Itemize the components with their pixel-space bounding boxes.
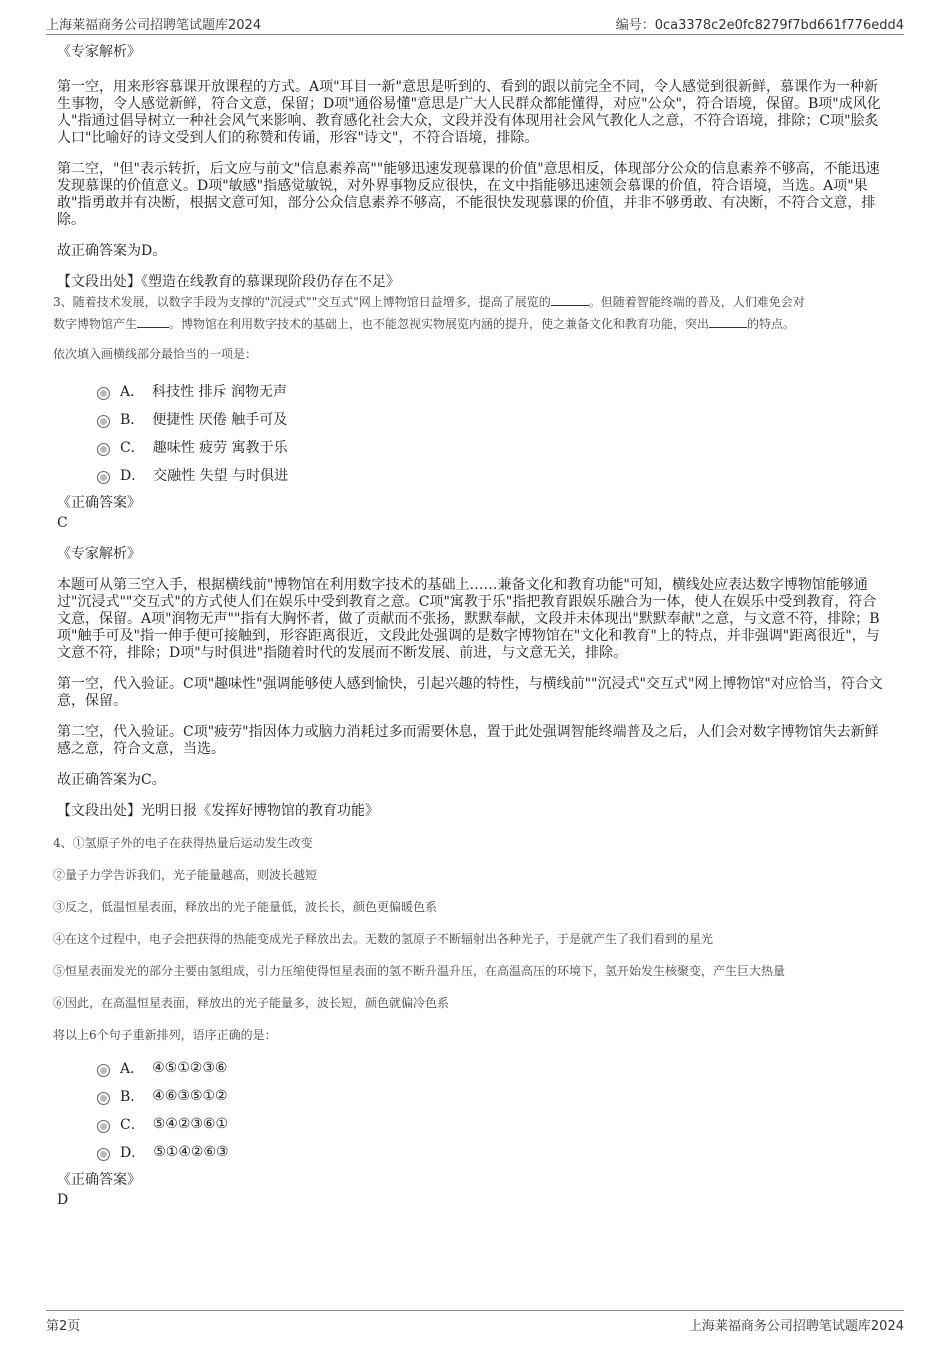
header-title: 上海莱福商务公司招聘笔试题库2024 <box>46 18 262 33</box>
option-a[interactable]: A． ④⑤①②③⑥ <box>97 1054 890 1082</box>
radio-button[interactable] <box>97 387 110 400</box>
analysis-paragraph: 第二空，代入验证。C项"疲劳"指因体力或脑力消耗过多而需要休息，置于此处强调智能终端普及之后，人们会对数字博物馆失去新鲜感之意，符合文意，当选。 <box>57 724 879 757</box>
option-list <box>97 377 890 489</box>
option-c[interactable]: C． ⑤④②③⑥① <box>97 1110 890 1138</box>
question-stem: 3、随着技术发展，以数字手段为支撑的"沉浸式""交互式"网上博物馆日益增多，提高了展览的 。但随着智能终端的普及，人们难免会对 数字博物馆产生 。博物馆在利用数字技术的基础上，也不能忽视实物展览内涵的提升，使之兼备文化和教育功能，突出 的特点。 <box>53 295 805 331</box>
radio-button[interactable] <box>97 471 110 484</box>
analysis-paragraph: 本题可从第三空入手，根据横线前"博物馆在利用数字技术的基础上……兼备文化和教育功能"可知，横线处应表达数字博物馆能够通过"沉浸式""交互式"的方式使人们在娱乐中受到教育之意。C项"寓教于乐"指把教育跟娱乐融合为一体，使人在娱乐中受到教育，符合文意，保留。A项"润物无声""指有大胸怀者，做了贡献而不张扬，默默奉献，文段并未体现出"默默奉献"之意，与文意不符，排除；B项"触手可及"指一伸手便可接触到，形容距离很近，文段此处强调的是数字博物馆在"文化和教育"上的特点，并非强调"距离很近"，与文意不符，排除；D项"与时俱进"指随着时代的发展而不断发展、前进，与文意无关，排除。 <box>57 577 880 661</box>
radio-button[interactable] <box>97 1148 110 1161</box>
page-footer <box>46 1310 904 1335</box>
option-a[interactable]: A． 科技性 排斥 润物无声 <box>97 377 890 405</box>
fill-blank <box>551 293 589 306</box>
expert-analysis-label: 《专家解析》 <box>57 44 141 60</box>
text-source: 【文段出处】光明日报《发挥好博物馆的教育功能》 <box>57 803 379 819</box>
radio-button[interactable] <box>97 1120 110 1133</box>
page-header <box>46 12 904 35</box>
text-source: 【文段出处】《塑造在线教育的慕课现阶段仍存在不足》 <box>57 274 400 290</box>
sentence-4: ④在这个过程中，电子会把获得的热能变成光子释放出去。无数的氢原子不断辐射出各种光子，于是就产生了我们看到的星光 <box>53 932 714 946</box>
radio-button[interactable] <box>97 1092 110 1105</box>
option-c[interactable]: C． 趣味性 疲劳 寓教于乐 <box>97 433 890 461</box>
expert-analysis-label: 《专家解析》 <box>57 546 141 562</box>
page-number: 第2页 <box>46 1319 81 1334</box>
sentence-3: ③反之，低温恒星表面，释放出的光子能量低，波长长，颜色更偏暖色系 <box>53 900 438 914</box>
option-d[interactable]: D． ⑤①④②⑥③ <box>97 1138 890 1166</box>
analysis-paragraph: 第二空，"但"表示转折，后文应与前文"信息素养高""能够迅速发现慕课的价值"意思相反，体现部分公众的信息素养不够高，不能迅速发现慕课的价值意义。D项"敏感"指感觉敏锐，对外界事物反应很快，在文中指能够迅速领会慕课的价值，符合语境，当选。A项"果敢"指勇敢并有决断，根据文意可知，部分公众信息素养不够高，不能很快发现慕课的价值，并非不够勇敢、有决断，不符合文意，排除。 <box>57 161 880 228</box>
answer-conclusion: 故正确答案为D。 <box>57 243 167 259</box>
sentence-1: 4、①氢原子外的电子在获得热量后运动发生改变 <box>53 836 313 850</box>
correct-answer: D <box>57 1192 69 1208</box>
radio-button[interactable] <box>97 443 110 456</box>
question-prompt: 将以上6个句子重新排列，语序正确的是： <box>53 1028 277 1042</box>
option-b[interactable]: B． 便捷性 厌倦 触手可及 <box>97 405 890 433</box>
footer-title: 上海莱福商务公司招聘笔试题库2024 <box>688 1319 904 1334</box>
answer-conclusion: 故正确答案为C。 <box>57 772 166 788</box>
fill-blank <box>137 315 169 328</box>
question-prompt: 依次填入画横线部分最恰当的一项是： <box>53 347 258 361</box>
document-id: 编号：0ca3378c2e0fc8279f7bd661f776edd4 <box>615 18 904 33</box>
question-4 <box>53 832 890 1046</box>
correct-answer: C <box>57 515 68 531</box>
option-list <box>97 1054 890 1166</box>
fill-blank <box>709 315 747 328</box>
correct-answer-label: 《正确答案》 <box>57 495 141 511</box>
analysis-paragraph: 第一空，用来形容慕课开放课程的方式。A项"耳目一新"意思是听到的、看到的跟以前完全不同，令人感觉到很新鲜，慕课作为一种新生事物，令人感觉新鲜，符合文意，保留；D项"通俗易懂"意思是广大人民群众都能懂得，对应"公众"，符合语境，保留。B项"成风化人"指通过倡导树立一种社会风气来影响、教育感化社会大众，文段并没有体现用社会风气教化人之意，不符合语境，排除；C项"脍炙人口"比喻好的诗文受到人们的称赞和传诵，形容"诗文"，不符合语境，排除。 <box>57 79 881 146</box>
radio-button[interactable] <box>97 1064 110 1077</box>
correct-answer-label: 《正确答案》 <box>57 1172 141 1188</box>
sentence-2: ②量子力学告诉我们，光子能量越高，则波长越短 <box>53 868 318 882</box>
radio-button[interactable] <box>97 415 110 428</box>
analysis-paragraph: 第一空，代入验证。C项"趣味性"强调能够使人感到愉快，引起兴趣的特性，与横线前""沉浸式"交互式"网上博物馆"对应恰当，符合文意，保留。 <box>57 676 883 709</box>
sentence-5: ⑤恒星表面发光的部分主要由氢组成，引力压缩使得恒星表面的氢不断升温升压，在高温高压的环境下，氢开始发生核聚变，产生巨大热量 <box>53 964 786 978</box>
sentence-6: ⑥因此，在高温恒星表面，释放出的光子能量多，波长短，颜色就偏冷色系 <box>53 996 450 1010</box>
page-content <box>53 44 890 1223</box>
option-b[interactable]: B． ④⑥③⑤①② <box>97 1082 890 1110</box>
option-d[interactable]: D． 交融性 失望 与时俱进 <box>97 461 890 489</box>
